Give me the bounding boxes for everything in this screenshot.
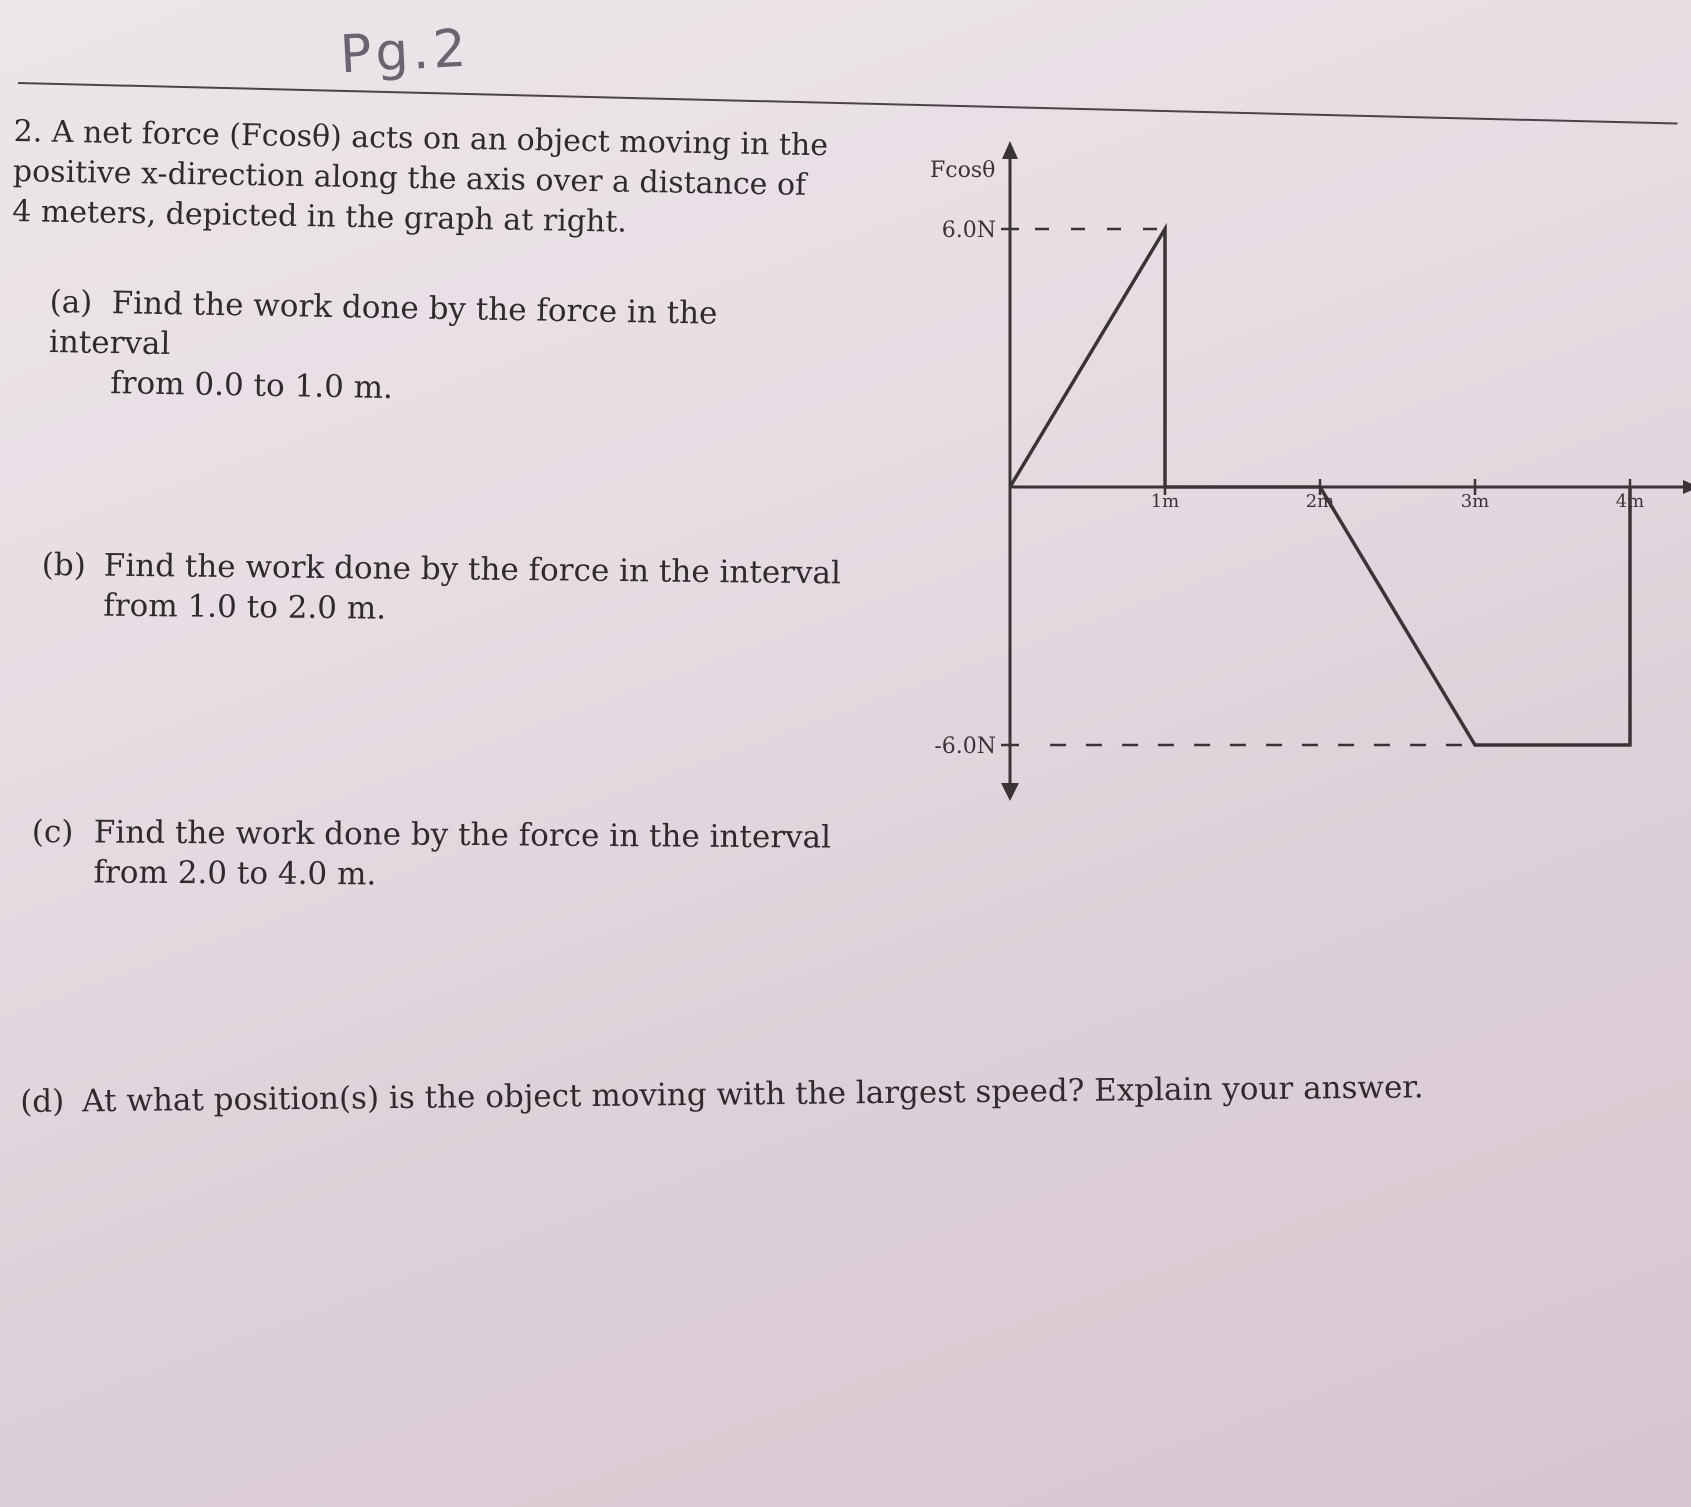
question-text: A net force (Fcosθ) acts on an object moving in the positive x-direction along the axis over a distance of 4 meters, depicted in the graph at right.: [11, 114, 829, 240]
y-axis-label: Fcosθ: [930, 158, 996, 183]
part-c-letter: (c): [31, 813, 74, 851]
x-tick-label: 3m: [1460, 491, 1490, 512]
part-a-line2: from 0.0 to 1.0 m.: [109, 365, 394, 406]
x-tick-label: 2m: [1305, 491, 1335, 512]
part-d-letter: (d): [20, 1083, 65, 1120]
graph-layer: [930, 141, 1691, 801]
x-tick-label: 1m: [1150, 491, 1180, 512]
y-axis-arrow-up: [1002, 141, 1018, 159]
page-note: Pg.2: [338, 18, 472, 86]
part-c-line1: Find the work done by the force in the interval: [93, 814, 832, 856]
y-axis-arrow-down: [1001, 783, 1019, 801]
part-b-line2: from 1.0 to 2.0 m.: [103, 587, 387, 627]
y-tick-label: 6.0N: [941, 218, 996, 243]
part-b-line1: Find the work done by the force in the interval: [103, 547, 842, 592]
x-tick-label: 4m: [1615, 491, 1645, 512]
part-a-line1: Find the work done by the force in the interval: [48, 285, 718, 363]
part-b-letter: (b): [41, 546, 87, 584]
part-c-line2: from 2.0 to 4.0 m.: [93, 854, 377, 893]
x-axis-arrow: [1683, 480, 1691, 494]
question-number: 2.: [13, 113, 43, 150]
y-tick-label: -6.0N: [934, 734, 996, 759]
part-a-letter: (a): [49, 283, 93, 321]
part-d-line1: At what position(s) is the object moving with the largest speed? Explain your answer.: [82, 1069, 1424, 1120]
